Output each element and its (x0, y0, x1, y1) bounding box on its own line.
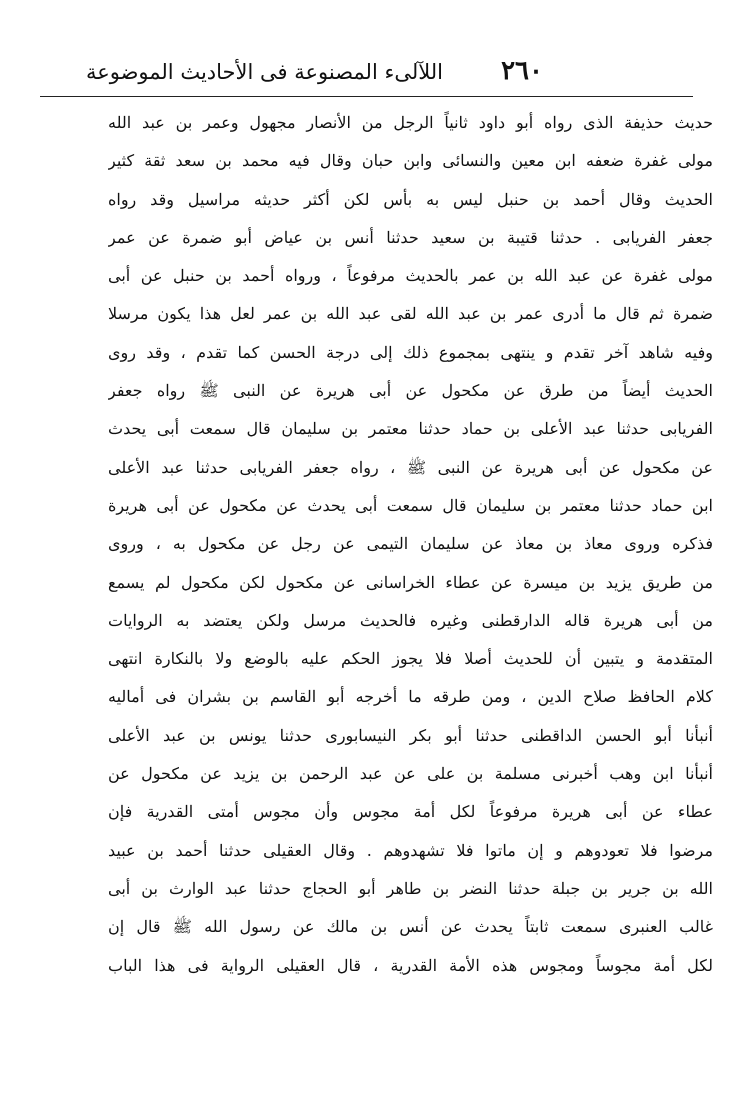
text-line: أنبأنا ابن وهب أخبرنى مسلمة بن على عن عبد الرحمن بن يزيد عن مكحول عن (108, 764, 713, 784)
header-rule (40, 96, 693, 97)
text-line: عن مكحول عن أبى هريرة عن النبى ﷺ ، رواه جعفر الفريابى حدثنا عبد الأعلى (108, 457, 713, 477)
text-line: عطاء عن أبى هريرة مرفوعاً لكل أمة مجوس وأن مجوس أمتى القدرية فإن (108, 802, 713, 822)
text-line: المتقدمة و يتبين أن للحديث أصلا فلا يجوز الحكم عليه بالوضع ولا بالنكارة انتهى (108, 649, 713, 669)
page-number: ٢٦٠ (501, 56, 543, 86)
text-line: ضمرة ثم قال ما أدرى عمر بن عبد الله لقى عبد الله بن عمر لعل هذا يكون مرسلا (108, 304, 713, 324)
text-line: من طريق يزيد بن ميسرة عن عطاء الخراسانى عن مكحول لكن مكحول لم يسمع (108, 572, 713, 592)
text-line: غالب العنبرى سمعت ثابتاً يحدث عن أنس بن مالك عن رسول الله ﷺ قال إن (108, 917, 713, 937)
text-line: مولى غفرة ضعفه ابن معين والنسائى وابن حبان وقال فيه محمد بن سعد ثقة كثير (108, 151, 713, 171)
text-line: فذكره وروى معاذ بن معاذ عن سليمان التيمى عن رجل عن مكحول به ، وروى (108, 534, 713, 554)
text-line: لكل أمة مجوساً ومجوس هذه الأمة القدرية ، قال العقيلى الرواية فى هذا الباب (108, 955, 713, 975)
text-line: مولى غفرة عن عبد الله بن عمر بالحديث مرفوعاً ، ورواه أحمد بن حنبل عن أبى (108, 266, 713, 286)
text-line: أنبأنا أبو الحسن الداقطنى حدثنا أبو بكر النيسابورى حدثنا يونس بن عبد الأعلى (108, 725, 713, 745)
text-line: الحديث أيضاً من طرق عن مكحول عن أبى هريرة عن النبى ﷺ رواه جعفر (108, 381, 713, 401)
text-line: جعفر الفريابى . حدثنا قتيبة بن سعيد حدثنا أنس بن عياض أبو ضمرة عن عمر (108, 227, 713, 247)
page-header (40, 52, 693, 94)
body-text (108, 104, 713, 985)
text-line: الله بن جرير بن جبلة حدثنا النضر بن طاهر أبو الحجاج حدثنا عبد الوارث بن أبى (108, 878, 713, 898)
text-line: كلام الحافظ صلاح الدين ، ومن طرقه ما أخرجه أبو القاسم بن بشران فى أماليه (108, 687, 713, 707)
text-line: الحديث وقال أحمد بن حنبل ليس به بأس لكن أكثر حديثه مراسيل وقد رواه (108, 189, 713, 209)
text-line: الفريابى حدثنا عبد الأعلى بن حماد حدثنا معتمر بن سليمان قال سمعت أبى يحدث (108, 419, 713, 439)
text-line: وفيه شاهد آخر تقدم و ينتهى بمجموع ذلك إلى درجة الحسن كما تقدم ، وقد روى (108, 342, 713, 362)
running-title: اللآلىء المصنوعة فى الأحاديث الموضوعة (85, 60, 443, 84)
text-line: مرضوا فلا تعودوهم و إن ماتوا فلا تشهدوهم . وقال العقيلى حدثنا أحمد بن عبيد (108, 840, 713, 860)
text-line: من أبى هريرة قاله الدارقطنى وغيره فالحديث مرسل ولكن يعتضد به الروايات (108, 610, 713, 630)
text-line: حديث حذيفة الذى رواه أبو داود ثانياً الرجل من الأنصار مجهول وعمر بن عبد الله (108, 113, 713, 132)
text-line: ابن حماد حدثنا معتمر بن سليمان قال سمعت أبى يحدث عن مكحول عن أبى هريرة (108, 495, 713, 515)
